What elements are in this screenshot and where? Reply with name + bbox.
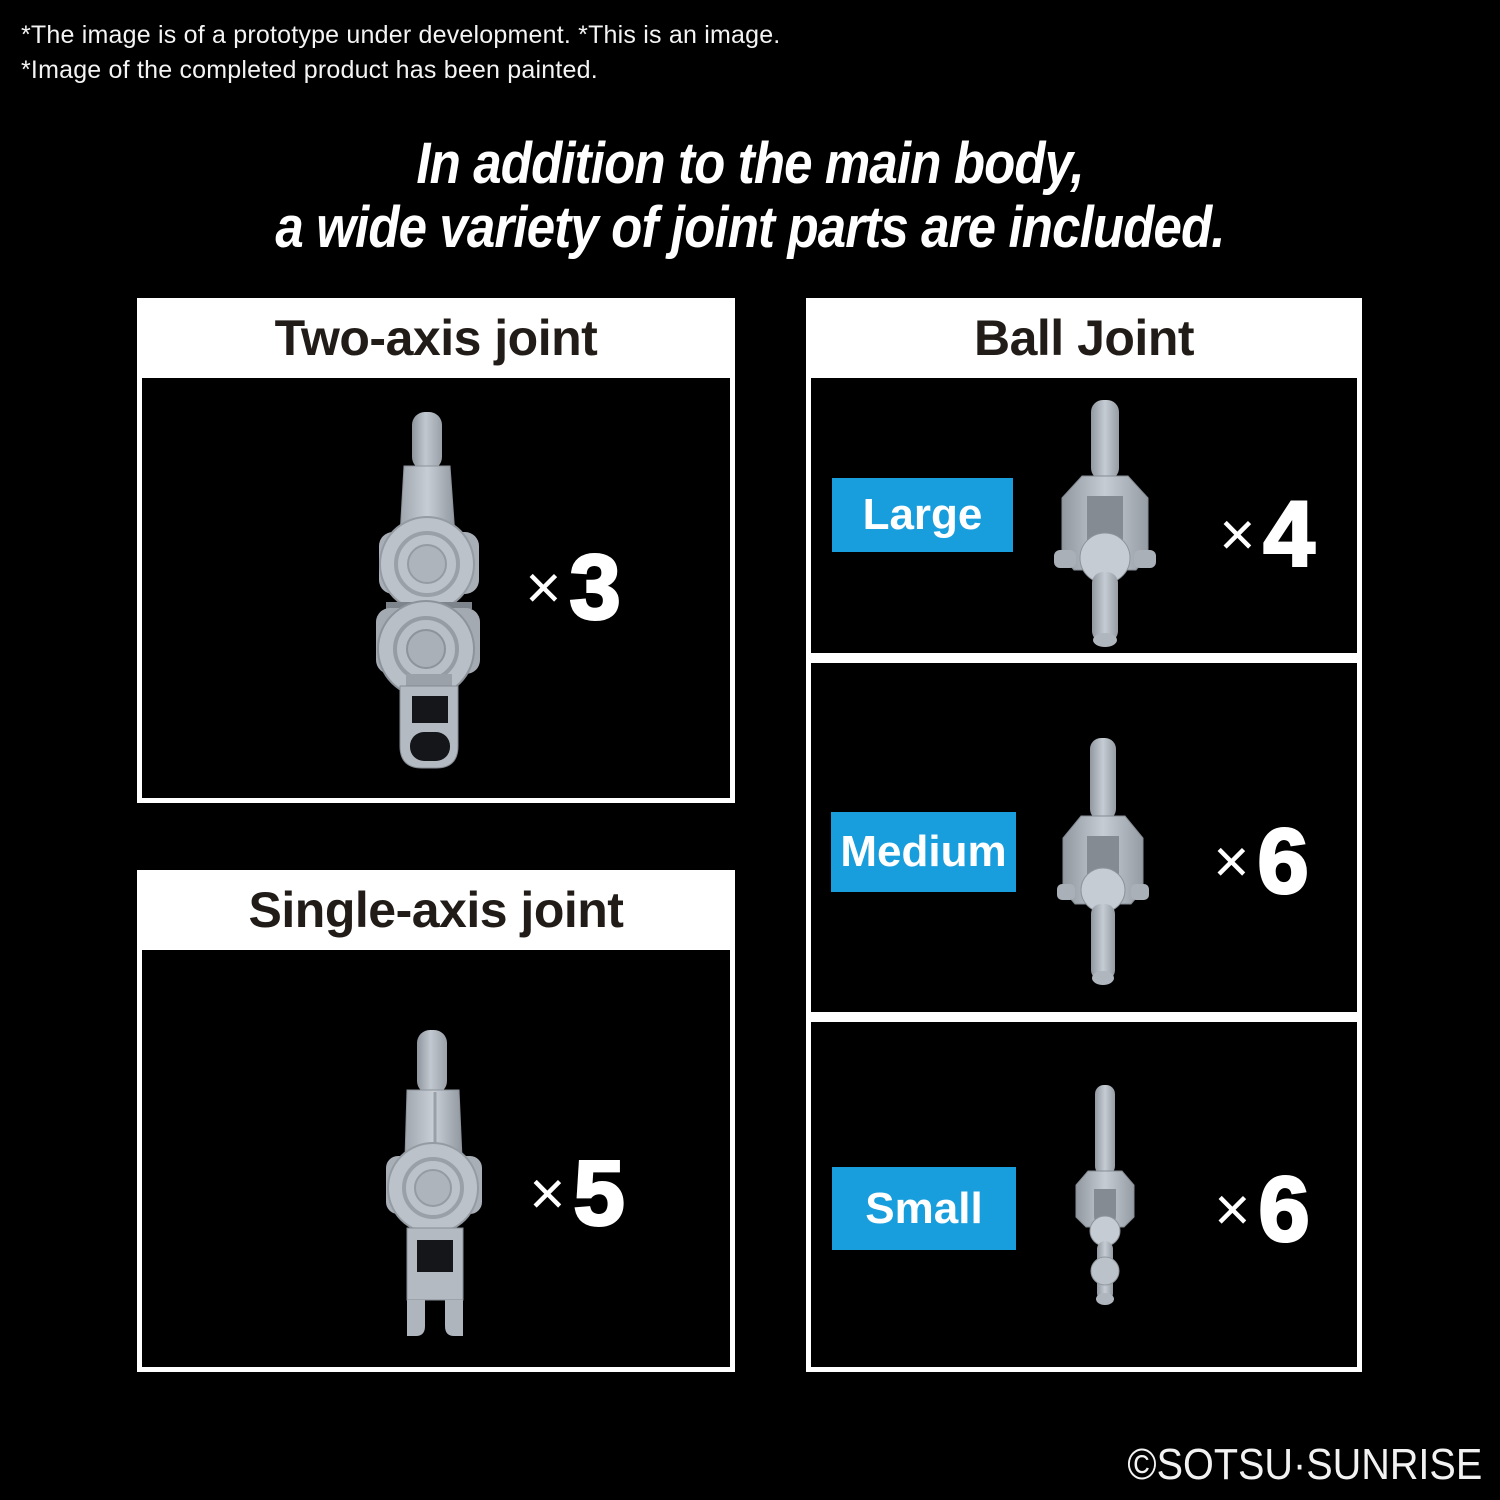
- ball-joint-medium-count-value: 6: [1257, 810, 1309, 913]
- ball-joint-title: Ball Joint: [973, 310, 1195, 366]
- multiply-icon: ×: [1214, 1175, 1251, 1245]
- ball-joint-section: [806, 298, 1362, 1372]
- page-title-line-2: a wide variety of joint parts are included.: [275, 195, 1225, 260]
- disclaimer-line-2: *Image of the completed product has been painted.: [21, 56, 598, 84]
- ball-joint-large-panel: [811, 378, 1357, 653]
- single-axis-joint-title: Single-axis joint: [248, 882, 624, 938]
- two-axis-joint-part-image: [348, 412, 508, 774]
- single-axis-joint-section: [137, 870, 735, 1372]
- multiply-icon: ×: [525, 553, 562, 623]
- ball-joint-medium-part-image: [1043, 738, 1163, 988]
- two-axis-joint-panel: [142, 378, 730, 798]
- size-badge-small: Small: [832, 1167, 1016, 1250]
- page-title: [90, 132, 1410, 260]
- multiply-icon: ×: [1219, 500, 1256, 570]
- ball-joint-large-count-value: 4: [1263, 483, 1315, 586]
- size-badge-medium: Medium: [831, 812, 1016, 892]
- single-axis-joint-count: [529, 1142, 624, 1247]
- ball-joint-small-panel: [811, 1022, 1357, 1367]
- two-axis-joint-title: Two-axis joint: [274, 310, 598, 366]
- ball-joint-large-part-image: [1040, 400, 1170, 652]
- multiply-icon: ×: [1213, 827, 1250, 897]
- copyright-notice: ©SOTSU·SUNRISE: [1127, 1440, 1482, 1489]
- single-axis-joint-panel: [142, 950, 730, 1367]
- two-axis-joint-count: [525, 536, 620, 641]
- ball-joint-large-count: [1219, 483, 1314, 588]
- page-title-line-1: In addition to the main body,: [416, 131, 1084, 196]
- two-axis-joint-section: [137, 298, 735, 803]
- single-axis-joint-count-value: 5: [573, 1142, 625, 1245]
- two-axis-joint-count-value: 3: [569, 536, 621, 639]
- disclaimer-line-1: *The image is of a prototype under development. *This is an image.: [21, 21, 781, 49]
- size-badge-large: Large: [832, 478, 1013, 552]
- disclaimer-text: [21, 18, 780, 88]
- single-axis-joint-part-image: [353, 1030, 513, 1340]
- ball-joint-small-count-value: 6: [1258, 1158, 1310, 1261]
- ball-joint-small-count: [1214, 1158, 1309, 1263]
- ball-joint-medium-panel: [811, 663, 1357, 1012]
- ball-joint-medium-count: [1213, 810, 1308, 915]
- multiply-icon: ×: [529, 1159, 566, 1229]
- ball-joint-small-part-image: [1060, 1085, 1150, 1333]
